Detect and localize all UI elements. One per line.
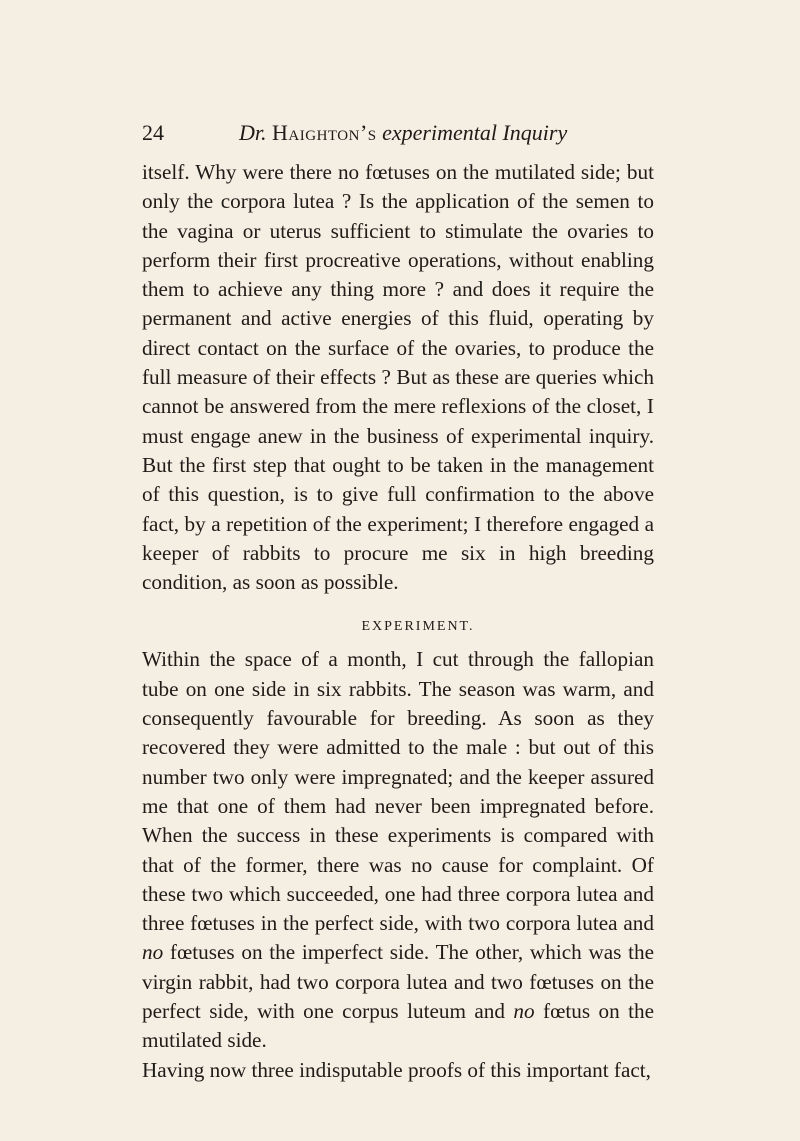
running-head bbox=[142, 118, 662, 148]
paragraph-2-emphasis-1: no bbox=[142, 940, 164, 965]
paragraph-2-part-c: fœtus on the mutilated side. bbox=[142, 999, 655, 1053]
header-prefix: Dr. bbox=[239, 120, 267, 145]
paragraph-2-part-a: Within the space of a month, I cut through the fallopian tube on one side in six rabbits. The season was warm, and consequently favourable for breeding. As soon as they recovered they were admitted to the male : but out of this number two only were impregnated; and the keeper assured me that one of them had never been impregnated before. When the success in these experiments is compared with that of the former, there was no cause for complaint. Of these two which succeeded, one had three corpora lutea and three fœtuses in the perfect side, with two corpora lutea and bbox=[142, 647, 654, 936]
paragraph-3: Having now three indisputable proofs of this important fact, bbox=[142, 1057, 651, 1082]
paragraph-2-emphasis-2: no bbox=[513, 999, 535, 1024]
section-heading: EXPERIMENT. bbox=[361, 619, 475, 635]
header-subtitle: experimental Inquiry bbox=[382, 120, 568, 145]
paragraph-2 bbox=[142, 645, 654, 1055]
header-author: Haighton’s bbox=[272, 120, 377, 145]
paragraph-1: itself. Why were there no fœtuses on the mutilated side; but only the corpora lutea ? Is the application of the semen to the vagina or uterus sufficient to stimulate the ovaries to perform their first procreative operations, without enabling them to achieve any thing more ? and does it require the permanent and active energies of this fluid, operating by direct contact on the surface of the ovaries, to produce the full measure of their effects ? But as these are queries which cannot be answered from the mere reflexions of the closet, I must engage anew in the business of experimental inquiry. But the first step that ought to be taken in the management of this question, is to give full confirmation to the above fact, by a repetition of the experiment; I therefore engaged a keeper of rabbits to procure me six in high breeding condition, as soon as possible. bbox=[142, 160, 654, 595]
paragraph-2-part-b: fœtuses on the imperfect side. The other, which was the virgin rabbit, had two corpora lutea and two fœtuses on the perfect side, with one corpus luteum and bbox=[142, 940, 654, 1024]
body-text bbox=[142, 158, 654, 1085]
header-title bbox=[239, 118, 567, 148]
page-number: 24 bbox=[142, 120, 164, 145]
